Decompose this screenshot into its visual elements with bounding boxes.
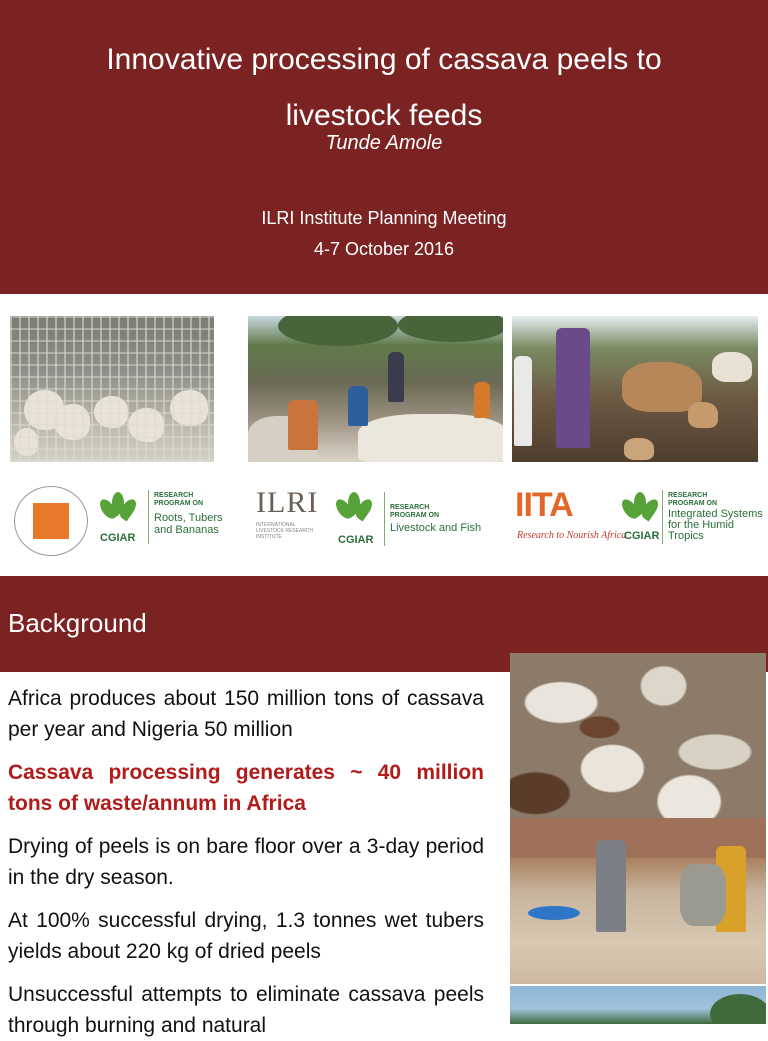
cgiar-rtb-logo-icon (98, 490, 138, 530)
lf-cgiar-label: CGIAR (338, 534, 374, 546)
paragraph-1: Africa produces about 150 million tons of cassava per year and Nigeria 50 million (8, 687, 484, 741)
trees-photo (510, 986, 766, 1024)
ht-name-1: Integrated Systems (668, 508, 763, 520)
rtb-program-label-2: PROGRAM ON (154, 500, 203, 507)
author-name: Tunde Amole (325, 132, 443, 154)
lf-name: Livestock and Fish (390, 522, 482, 534)
rtb-program-label-1: RESEARCH (154, 492, 194, 499)
ht-program-label-2: PROGRAM ON (668, 500, 717, 507)
iita-logo: IITA (515, 486, 573, 524)
cgiar-ht-logo-icon (620, 490, 660, 530)
women-drying-peels-photo (510, 818, 766, 984)
ht-name-2: for the Humid (668, 519, 735, 531)
section-title: Background (8, 608, 147, 638)
iita-tagline: Research to Nourish Africa (517, 530, 627, 541)
paragraph-4: At 100% successful drying, 1.3 tonnes wet tubers yields about 220 kg of dried peels (8, 909, 484, 963)
ht-program-label-1: RESEARCH (668, 492, 708, 499)
ht-name-3: Tropics (668, 530, 704, 542)
cgiar-lf-logo-icon (334, 490, 374, 530)
cattle-feeding-photo (512, 316, 758, 462)
title-banner (0, 0, 768, 294)
paragraph-5: Unsuccessful attempts to eliminate cassava peels through burning and natural (8, 983, 484, 1037)
ilri-logo: ILRI (256, 486, 319, 519)
dried-cassava-peels-photo (510, 653, 766, 818)
lf-program-label-2: PROGRAM ON (390, 512, 439, 519)
ht-cgiar-label: CGIAR (624, 530, 660, 542)
ilri-subtitle: INTERNATIONAL LIVESTOCK RESEARCH INSTITUTE (256, 522, 314, 540)
meeting-name: ILRI Institute Planning Meeting (261, 208, 507, 228)
paragraph-2-highlight: Cassava processing generates ~ 40 million tons of waste/annum in Africa (8, 761, 484, 815)
rtb-cgiar-label: CGIAR (100, 532, 136, 544)
lf-program-label-1: RESEARCH (390, 504, 430, 511)
rtb-name-1: Roots, Tubers (154, 512, 223, 524)
paragraph-3: Drying of peels is on bare floor over a 3-day period in the dry season. (8, 835, 484, 889)
poultry-cage-photo (10, 316, 214, 462)
cip-logo (14, 486, 88, 556)
meeting-dates: 4-7 October 2016 (313, 239, 455, 259)
cassava-peel-market-photo (248, 316, 503, 462)
rtb-name-2: and Bananas (154, 524, 219, 536)
slide-title: Innovative processing of cassava peels to livestock feeds (106, 43, 662, 132)
